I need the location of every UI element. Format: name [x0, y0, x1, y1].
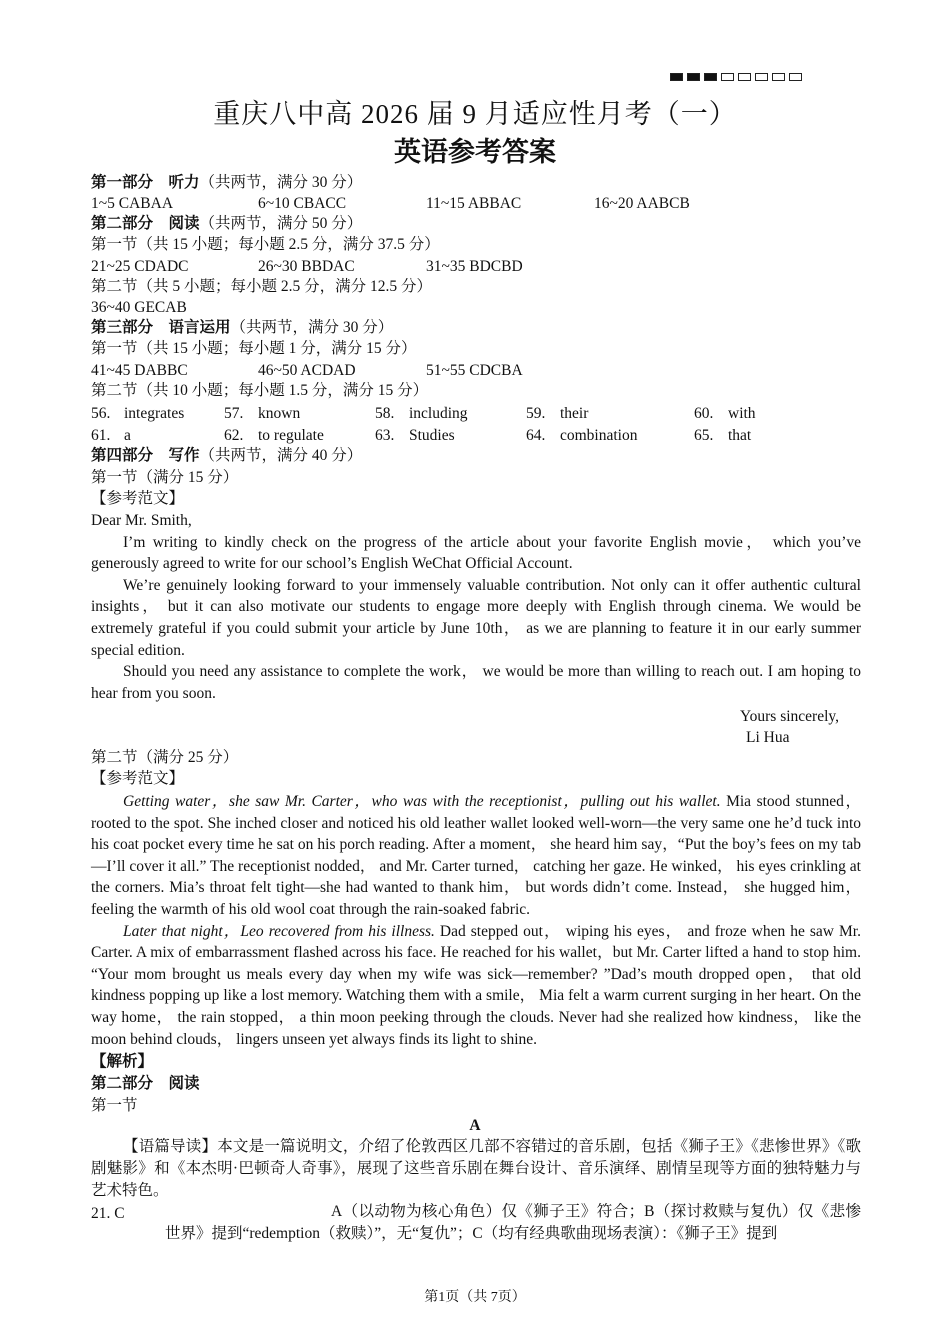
part1-heading: 第一部分 听力 [91, 174, 200, 191]
guide-paragraph: 【语篇导读】本文是一篇说明文，介绍了伦敦西区几部不容错过的音乐剧，包括《狮子王》《悲惨世界》《歌剧魅影》和《本杰明·巴顿奇人奇事》，展现了这些音乐剧在舞台设计、音乐演绎、剧情呈现等方面的独特魅力与艺术特色。 [91, 1138, 861, 1199]
fill-answer-word: that [728, 427, 752, 444]
part3-note: （共两节，满分 30 分） [230, 319, 394, 336]
fill-answer-number: 56. [91, 405, 111, 422]
part2-section2-label: 第二节（共 5 小题；每小题 2.5 分，满分 12.5 分） [91, 278, 433, 295]
part4-note: （共两节，满分 40 分） [199, 447, 363, 464]
fill-answer-number: 63. [375, 427, 395, 444]
passage-guide [91, 1136, 861, 1202]
explanation-text: A（以动物为核心角色）仅《狮子王》符合；B（探讨救赎与复仇）仅《悲惨世界》提到“redemption（救赎）”，无“复仇”；C（均有经典歌曲现场表演）：《狮子王》提到 [165, 1203, 861, 1242]
analysis-label: 【解析】 [91, 1053, 154, 1070]
page-progress-indicator [670, 73, 802, 81]
part2-note: （共两节，满分 50 分） [199, 215, 363, 232]
part2-heading: 第二部分 阅读 [91, 215, 200, 232]
story-paragraph [91, 921, 861, 1051]
story-paragraph [91, 791, 861, 921]
fill-answer-number: 57. [224, 405, 244, 422]
letter-signature: Li Hua [746, 729, 790, 746]
fill-answer-number: 58. [375, 405, 395, 422]
part3-section1-label: 第一节（共 15 小题；每小题 1 分，满分 15 分） [91, 340, 417, 357]
story-lead-sentence: Later that night，Leo recovered from his illness. [123, 922, 435, 940]
progress-square-empty [772, 73, 785, 81]
part2-heading-line [91, 214, 362, 234]
story-body: Mia stood stunned，rooted to the spot. She inched closer and noticed his old leather wallet looked well-worn—the very same one he’d tuck into his coat pocket every time he sat on his porch reading. After a moment， she heard him say，“Put the boy’s fees on my tab—I’ll cover it all.” The receptionist nodded， and Mr. Carter turned， catching her gaze. He winked， his eyes crinkling at the corners. Mia’s throat felt tight—she had wanted to thank him， but words didn’t come. Instead， she hugged him， feeling the warmth of his old wool coat through the rain-soaked fabric. [91, 793, 862, 918]
part4-heading-line [91, 446, 362, 466]
question-explanation [165, 1201, 861, 1245]
document-subtitle: 英语参考答案 [394, 137, 556, 167]
story-lead-sentence: Getting water，she saw Mr. Carter，who was with the receptionist，pulling out his wallet. [123, 793, 721, 810]
progress-square-filled [704, 73, 717, 81]
fill-answer-number: 59. [526, 405, 546, 422]
answer-group: 41~45 DABBC [91, 362, 188, 379]
answer-group: 36~40 GECAB [91, 299, 187, 316]
answer-group: 46~50 ACDAD [258, 362, 356, 379]
answer-group: 1~5 CABAA [91, 195, 174, 212]
fill-answer-word: with [728, 405, 756, 422]
fill-answer-word: a [124, 427, 131, 444]
part3-heading: 第三部分 语言运用 [91, 319, 231, 336]
part3-heading-line [91, 318, 393, 338]
sample-story [91, 791, 861, 1050]
passage-letter: A [469, 1117, 481, 1134]
exam-title: 重庆八中高 2026 届 9 月适应性月考（一） [213, 99, 737, 129]
analysis-section-label: 第一节 [91, 1097, 138, 1114]
page-footer: 第1页（共 7页） [424, 1290, 526, 1305]
answer-group: 26~30 BBDAC [258, 258, 355, 275]
question-answer-number: 21. C [91, 1205, 125, 1222]
fill-answer-number: 61. [91, 427, 111, 444]
part1-heading-line [91, 173, 362, 193]
part4-section1-label: 第一节（满分 15 分） [91, 469, 239, 486]
letter-paragraph: We’re genuinely looking forward to your immensely valuable contribution. Not only can it offer authentic cultural insights， but it can also motivate our students to engage more deeply with English through cinema. We would be extremely grateful if you could submit your article by June 10th， as we are planning to feature it in our early summer special edition. [91, 576, 861, 659]
answer-group: 31~35 BDCBD [426, 258, 523, 275]
answer-group: 16~20 AABCB [594, 195, 690, 212]
progress-square-empty [789, 73, 802, 81]
sample-essay-label: 【参考范文】 [91, 770, 185, 787]
fill-answer-number: 65. [694, 427, 714, 444]
letter-greeting: Dear Mr. Smith, [91, 512, 192, 529]
sample-letter [91, 510, 861, 704]
fill-answer-word: including [409, 405, 468, 422]
letter-paragraph: Should you need any assistance to complete the work， we would be more than willing to reach out. I am hoping to hear from you soon. [91, 663, 861, 702]
progress-square-empty [755, 73, 768, 81]
fill-answer-word: combination [560, 427, 638, 444]
progress-square-empty [721, 73, 734, 81]
answer-group: 6~10 CBACC [258, 195, 347, 212]
fill-answer-word: their [560, 405, 589, 422]
sample-essay-label: 【参考范文】 [91, 490, 185, 507]
progress-square-filled [687, 73, 700, 81]
fill-answer-word: integrates [124, 405, 185, 422]
answer-group: 51~55 CDCBA [426, 362, 523, 379]
fill-answer-number: 60. [694, 405, 714, 422]
story-body: Dad stepped out， wiping his eyes， and froze when he saw Mr. Carter. A mix of embarrassment flashed across his face. He reached for his wallet，but Mr. Carter lifted a hand to stop him. “Your mom brought us meals every day when my wife was sick—remember? ”Dad’s mouth dropped open， that old kindness popping up like a lost memory. Watching them with a smile， Mia felt a warm current surging in her heart. On the way home， the rain stopped， a thin moon peeking through the clouds. Never had she realized how kindness， like the moon behind clouds， lingers unseen yet always finds its light to shine. [91, 922, 861, 1048]
part1-note: （共两节，满分 30 分） [199, 174, 363, 191]
part2-section1-label: 第一节（共 15 小题；每小题 2.5 分，满分 37.5 分） [91, 236, 440, 253]
progress-square-filled [670, 73, 683, 81]
analysis-part-heading: 第二部分 阅读 [91, 1075, 200, 1092]
fill-answer-number: 62. [224, 427, 244, 444]
fill-answer-word: to regulate [258, 427, 324, 444]
part4-section2-label: 第二节（满分 25 分） [91, 749, 239, 766]
part4-heading: 第四部分 写作 [91, 447, 200, 464]
answer-group: 11~15 ABBAC [426, 195, 522, 212]
answer-group: 21~25 CDADC [91, 258, 189, 275]
fill-answer-number: 64. [526, 427, 546, 444]
fill-answer-word: Studies [409, 427, 455, 444]
fill-answer-word: known [258, 405, 301, 422]
letter-paragraph: I’m writing to kindly check on the progress of the article about your favorite English movie， which you’ve generously agreed to write for our school’s English WeChat Official Account. [91, 533, 861, 573]
part3-section2-label: 第二节（共 10 小题；每小题 1.5 分，满分 15 分） [91, 382, 429, 399]
progress-square-empty [738, 73, 751, 81]
letter-closing: Yours sincerely, [740, 708, 840, 725]
